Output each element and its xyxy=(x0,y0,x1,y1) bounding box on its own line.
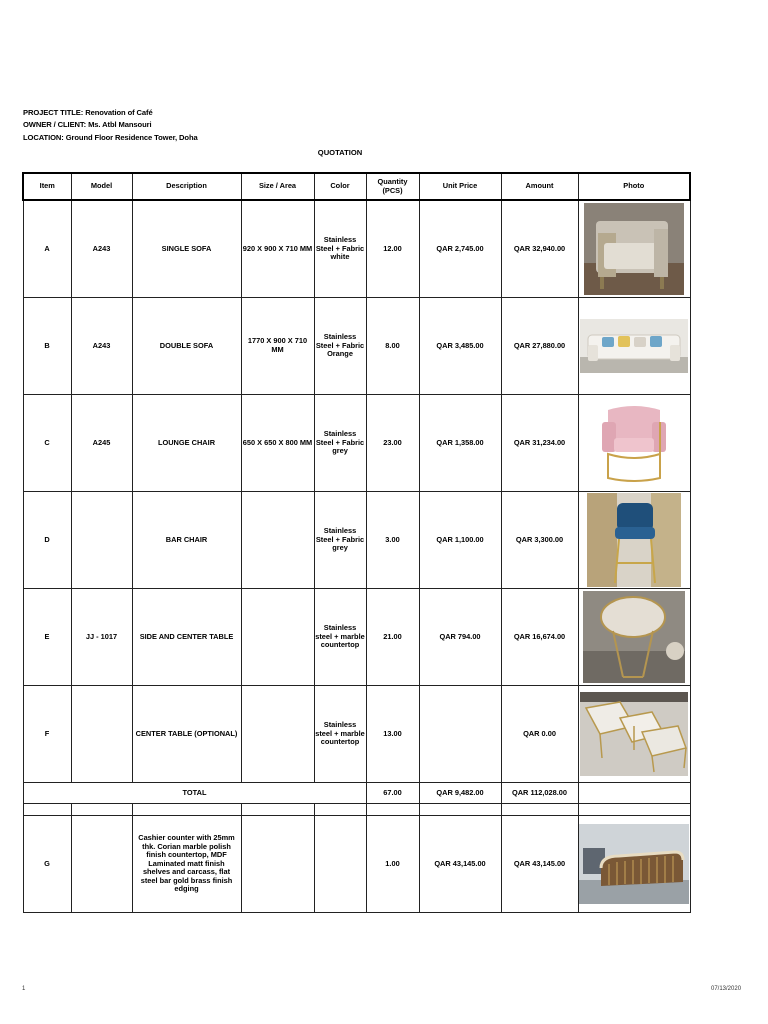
col-header-unit-price: Unit Price xyxy=(419,173,501,200)
item-cell: C xyxy=(23,395,71,492)
color-cell: Stainless steel + marble countertop xyxy=(314,686,366,783)
amount-cell: QAR 27,880.00 xyxy=(501,298,578,395)
color-cell: Stainless Steel + Fabric grey xyxy=(314,492,366,589)
photo-cell xyxy=(578,589,690,686)
double-sofa-photo xyxy=(580,319,688,373)
side-center-table-photo xyxy=(583,591,685,683)
model-cell: JJ - 1017 xyxy=(71,589,132,686)
photo-cell xyxy=(578,492,690,589)
description-cell: SINGLE SOFA xyxy=(132,200,241,298)
model-cell xyxy=(71,816,132,913)
center-table-photo xyxy=(580,692,688,776)
photo-cell xyxy=(578,816,690,913)
total-quantity: 67.00 xyxy=(366,783,419,804)
description-cell: BAR CHAIR xyxy=(132,492,241,589)
table-header-row xyxy=(23,173,690,200)
page-number: 1 xyxy=(22,986,26,992)
single-sofa-photo xyxy=(584,203,684,295)
table-row xyxy=(23,686,690,783)
color-cell: Stainless steel + marble countertop xyxy=(314,589,366,686)
bar-chair-photo xyxy=(587,493,681,587)
size-cell: 1770 X 900 X 710 MM xyxy=(241,298,314,395)
model-cell: A245 xyxy=(71,395,132,492)
location-line: LOCATION: Ground Floor Residence Tower, Doha xyxy=(23,133,198,142)
color-cell: Stainless Steel + Fabric white xyxy=(314,200,366,298)
item-cell: D xyxy=(23,492,71,589)
color-cell: Stainless Steel + Fabric grey xyxy=(314,395,366,492)
project-title-value: Renovation of Café xyxy=(85,108,153,117)
amount-cell: QAR 3,300.00 xyxy=(501,492,578,589)
col-header-amount: Amount xyxy=(501,173,578,200)
quotation-table xyxy=(22,172,691,913)
amount-cell: QAR 32,940.00 xyxy=(501,200,578,298)
location-value: Ground Floor Residence Tower, Doha xyxy=(65,133,198,142)
item-cell: A xyxy=(23,200,71,298)
size-cell xyxy=(241,492,314,589)
item-cell: F xyxy=(23,686,71,783)
project-title-line: PROJECT TITLE: Renovation of Café xyxy=(23,108,153,117)
size-cell xyxy=(241,686,314,783)
quantity-cell: 8.00 xyxy=(366,298,419,395)
total-amount: QAR 112,028.00 xyxy=(501,783,578,804)
model-cell: A243 xyxy=(71,298,132,395)
table-row xyxy=(23,816,690,913)
col-header-description: Description xyxy=(132,173,241,200)
item-cell: B xyxy=(23,298,71,395)
col-header-size: Size / Area xyxy=(241,173,314,200)
photo-cell xyxy=(578,395,690,492)
color-cell xyxy=(314,816,366,913)
table-row xyxy=(23,200,690,298)
description-cell: Cashier counter with 25mm thk. Corian marble polish finish countertop, MDF Laminated matt finish shelves and carcass, flat steel bar gold brass finish edging xyxy=(132,816,241,913)
model-cell xyxy=(71,686,132,783)
total-row xyxy=(23,783,690,804)
total-label: TOTAL xyxy=(23,783,366,804)
col-header-photo: Photo xyxy=(578,173,690,200)
table-row xyxy=(23,492,690,589)
quantity-cell: 23.00 xyxy=(366,395,419,492)
total-unit-price: QAR 9,482.00 xyxy=(419,783,501,804)
spacer-row xyxy=(23,804,690,816)
col-header-model: Model xyxy=(71,173,132,200)
amount-cell: QAR 31,234.00 xyxy=(501,395,578,492)
quantity-cell: 1.00 xyxy=(366,816,419,913)
col-header-color: Color xyxy=(314,173,366,200)
unit-price-cell: QAR 794.00 xyxy=(419,589,501,686)
amount-cell: QAR 0.00 xyxy=(501,686,578,783)
item-cell: G xyxy=(23,816,71,913)
lounge-chair-photo xyxy=(594,402,674,484)
quantity-cell: 21.00 xyxy=(366,589,419,686)
item-cell: E xyxy=(23,589,71,686)
amount-cell: QAR 16,674.00 xyxy=(501,589,578,686)
photo-cell xyxy=(578,200,690,298)
table-row xyxy=(23,395,690,492)
owner-line: OWNER / CLIENT: Ms. Atbl Mansouri xyxy=(23,120,152,129)
unit-price-cell: QAR 3,485.00 xyxy=(419,298,501,395)
document-title: QUOTATION xyxy=(317,148,363,157)
description-cell: LOUNGE CHAIR xyxy=(132,395,241,492)
description-cell: DOUBLE SOFA xyxy=(132,298,241,395)
quantity-cell: 13.00 xyxy=(366,686,419,783)
table-row xyxy=(23,589,690,686)
model-cell: A243 xyxy=(71,200,132,298)
unit-price-cell: QAR 2,745.00 xyxy=(419,200,501,298)
footer-date: 07/13/2020 xyxy=(711,986,742,992)
amount-cell: QAR 43,145.00 xyxy=(501,816,578,913)
table-row xyxy=(23,298,690,395)
size-cell xyxy=(241,816,314,913)
unit-price-cell xyxy=(419,686,501,783)
unit-price-cell: QAR 1,358.00 xyxy=(419,395,501,492)
size-cell: 650 X 650 X 800 MM xyxy=(241,395,314,492)
size-cell xyxy=(241,589,314,686)
photo-cell xyxy=(578,686,690,783)
col-header-item: Item xyxy=(23,173,71,200)
model-cell xyxy=(71,492,132,589)
description-cell: SIDE AND CENTER TABLE xyxy=(132,589,241,686)
cashier-counter-photo xyxy=(579,824,689,904)
col-header-quantity: Quantity (PCS) xyxy=(366,173,419,200)
size-cell: 920 X 900 X 710 MM xyxy=(241,200,314,298)
quantity-cell: 3.00 xyxy=(366,492,419,589)
photo-cell xyxy=(578,298,690,395)
unit-price-cell: QAR 43,145.00 xyxy=(419,816,501,913)
quantity-cell: 12.00 xyxy=(366,200,419,298)
owner-value: Ms. Atbl Mansouri xyxy=(88,120,152,129)
color-cell: Stainless Steel + Fabric Orange xyxy=(314,298,366,395)
description-cell: CENTER TABLE (OPTIONAL) xyxy=(132,686,241,783)
unit-price-cell: QAR 1,100.00 xyxy=(419,492,501,589)
